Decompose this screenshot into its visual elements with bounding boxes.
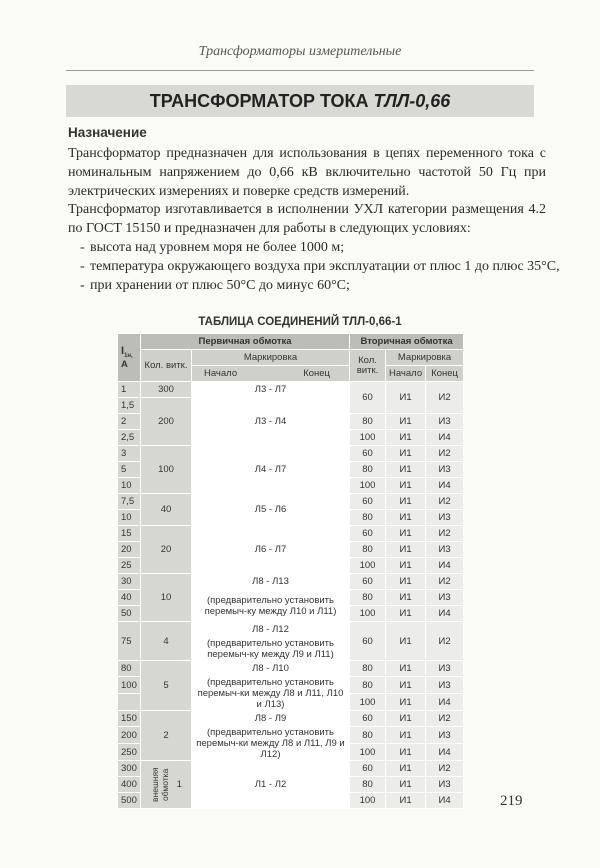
table-row [118,526,464,542]
marking-cell: Л5 - Л6 [192,494,350,526]
page-number: 219 [500,793,523,809]
table-subheader-row [118,350,464,366]
current-cell: 400 [118,777,141,793]
sec-end-cell: И3 [426,590,464,606]
jumper-note-cell: (предварительно установить перемыч-ку между Л9 и Л11) [192,638,350,661]
marking-cell: Л8 - Л12 [192,622,350,638]
sec-end-cell: И4 [426,430,464,446]
jumper-note-cell: (предварительно установить перемыч-ки между Л8 и Л11, Л10 и Л13) [192,677,350,711]
sec-turns-cell: 60 [350,494,386,510]
current-cell: 10 [118,510,141,526]
current-cell: 1,5 [118,398,141,414]
current-cell [118,694,141,711]
sec-turns-cell: 80 [350,510,386,526]
sec-turns-cell: 60 [350,526,386,542]
current-subscript: 1н, [124,352,133,359]
current-cell: 50 [118,606,141,622]
sec-end-cell: И2 [426,622,464,661]
table-header-row [118,334,464,350]
sec-turns-cell: 100 [350,694,386,711]
sec-end-cell: И2 [426,382,464,414]
start-header: Начало [204,368,238,379]
current-cell: 5 [118,462,141,478]
sec-start-cell: И1 [386,777,426,793]
sec-turns-cell: 60 [350,761,386,777]
sec-turns-cell: 100 [350,606,386,622]
title-model: ТЛЛ-0,66 [373,91,451,111]
sec-end-cell: И4 [426,793,464,809]
sec-start-cell: И1 [386,694,426,711]
sec-end-cell: И3 [426,661,464,677]
sec-turns-cell: 100 [350,744,386,761]
sec-end-cell: И3 [426,777,464,793]
table-row [118,661,464,677]
external-winding-label: внешняя обмотка [150,767,171,802]
sec-end-cell: И2 [426,574,464,590]
current-cell: 500 [118,793,141,809]
start-end-header [192,366,350,382]
turns-cell: 20 [141,526,192,574]
sec-end-cell: И3 [426,510,464,526]
current-unit: А [121,358,128,370]
primary-winding-header: Первичная обмотка [141,334,350,350]
sec-turns-cell: 60 [350,446,386,462]
sec-start-cell: И1 [386,661,426,677]
table-row [118,711,464,727]
sec-turns-cell: 100 [350,793,386,809]
sec-start-cell: И1 [386,526,426,542]
sec-turns-cell: 60 [350,382,386,414]
current-cell: 80 [118,661,141,677]
sec-start-header: Начало [386,366,426,382]
marking-header: Маркировка [192,350,350,366]
sec-start-cell: И1 [386,606,426,622]
sec-end-cell: И3 [426,677,464,694]
conditions-list [80,238,560,295]
jumper-note-cell: (предварительно установить перемыч-ки между Л8 и Л11, Л9 и Л12) [192,727,350,761]
table-row [118,622,464,638]
sec-start-cell: И1 [386,558,426,574]
sec-start-cell: И1 [386,761,426,777]
current-cell: 1 [118,382,141,398]
sec-start-cell: И1 [386,478,426,494]
header-rule [66,70,534,71]
secondary-winding-header: Вторичная обмотка [350,334,464,350]
sec-end-cell: И2 [426,526,464,542]
paragraph-purpose: Трансформатор предназначен для использования в цепях переменного тока с номинальным напряжением до 0,66 кВ включительно частотой 50 Гц при электрических измерениях и поверке средств измерений. [68,146,546,199]
sec-start-cell: И1 [386,494,426,510]
sec-turns-cell: 80 [350,677,386,694]
sec-turns-cell: 60 [350,711,386,727]
current-cell: 2 [118,414,141,430]
sec-start-cell: И1 [386,462,426,478]
sec-turns-cell: 100 [350,430,386,446]
marking-cell: Л8 - Л10 [192,661,350,677]
marking-cell: Л1 - Л2 [192,761,350,809]
sec-turns-cell: 60 [350,622,386,661]
turns-cell: 4 [141,622,192,661]
marking-cell: Л4 - Л7 [192,446,350,494]
current-cell: 250 [118,744,141,761]
marking-cell: Л8 - Л13 [192,574,350,590]
current-cell: 25 [118,558,141,574]
sec-start-cell: И1 [386,590,426,606]
turns-cell: 100 [141,446,192,494]
running-header: Трансформаторы измерительные [198,44,402,59]
current-header [118,334,141,382]
current-cell: 200 [118,727,141,744]
paragraph-conditions: Трансформатор изготавливается в исполнении УХЛ категории размещения 4.2 по ГОСТ 15150 и предназначен для работы в следующих условиях: [68,202,546,236]
table-row [118,574,464,590]
sec-start-cell: И1 [386,711,426,727]
sec-turns-cell: 60 [350,574,386,590]
sec-end-cell: И3 [426,462,464,478]
marking-cell: Л8 - Л9 [192,711,350,727]
sec-end-cell: И4 [426,694,464,711]
connections-table [117,333,464,809]
section-heading: Назначение [68,125,147,140]
sec-end-cell: И3 [426,542,464,558]
current-cell: 20 [118,542,141,558]
sec-start-cell: И1 [386,622,426,661]
sec-end-cell: И2 [426,446,464,462]
table-row [118,382,464,398]
sec-end-cell: И4 [426,744,464,761]
table-row [118,494,464,510]
sec-end-cell: И3 [426,414,464,430]
sec-start-cell: И1 [386,677,426,694]
turns-value: 1 [176,779,182,790]
sec-turns-cell: 80 [350,542,386,558]
current-cell: 30 [118,574,141,590]
sec-turns-cell: 80 [350,777,386,793]
sec-turns-cell: 80 [350,590,386,606]
turns-cell: 10 [141,574,192,622]
jumper-note-cell: (предварительно установить перемыч-ку между Л10 и Л11) [192,590,350,622]
table-row [118,446,464,462]
sec-turns-cell: 100 [350,558,386,574]
current-cell: 7,5 [118,494,141,510]
sec-start-cell: И1 [386,744,426,761]
sec-start-cell: И1 [386,574,426,590]
sec-start-cell: И1 [386,793,426,809]
end-header: Конец [303,368,330,379]
current-cell: 300 [118,761,141,777]
sec-turns-cell: 80 [350,462,386,478]
sec-turns-cell: 80 [350,661,386,677]
sec-start-cell: И1 [386,382,426,414]
marking-cell: Л6 - Л7 [192,526,350,574]
marking-cell: Л3 - Л7 [192,382,350,398]
sec-marking-header: Маркировка [386,350,464,366]
current-cell: 2,5 [118,430,141,446]
sec-end-cell: И4 [426,558,464,574]
sec-end-cell: И2 [426,494,464,510]
current-cell: 10 [118,478,141,494]
current-symbol: I [121,345,125,358]
sec-end-cell: И3 [426,727,464,744]
table-caption: ТАБЛИЦА СОЕДИНЕНИЙ ТЛЛ-0,66-1 [198,316,402,328]
sec-turns-header: Кол. витк. [350,350,386,382]
sec-end-cell: И4 [426,478,464,494]
sec-end-cell: И2 [426,711,464,727]
sec-start-cell: И1 [386,510,426,526]
sec-turns-cell: 100 [350,478,386,494]
sec-end-cell: И2 [426,761,464,777]
turns-cell [141,761,192,809]
condition-item: - температура окружающего воздуха при эксплуатации от плюс 1 до плюс 35°С, [80,257,560,276]
turns-cell: 5 [141,661,192,711]
condition-item: - высота над уровнем моря не более 1000 м; [80,238,560,257]
sec-turns-cell: 80 [350,727,386,744]
condition-item: - при хранении от плюс 50°С до минус 60°С; [80,276,560,295]
sec-start-cell: И1 [386,446,426,462]
sec-end-cell: И4 [426,606,464,622]
turns-cell: 300 [141,382,192,398]
current-cell: 75 [118,622,141,661]
sec-start-cell: И1 [386,727,426,744]
turns-cell: 200 [141,398,192,446]
sec-end-header: Конец [426,366,464,382]
turns-cell: 2 [141,711,192,761]
current-cell: 40 [118,590,141,606]
turns-cell: 40 [141,494,192,526]
turns-header: Кол. витк. [141,350,192,382]
sec-start-cell: И1 [386,430,426,446]
sec-turns-cell: 80 [350,414,386,430]
sec-start-cell: И1 [386,542,426,558]
sec-start-cell: И1 [386,414,426,430]
current-cell: 15 [118,526,141,542]
page-title [66,85,534,117]
table-row [118,761,464,777]
current-cell: 100 [118,677,141,694]
current-cell: 3 [118,446,141,462]
current-cell: 150 [118,711,141,727]
title-main: ТРАНСФОРМАТОР ТОКА [149,91,374,111]
marking-cell: Л3 - Л4 [192,398,350,446]
